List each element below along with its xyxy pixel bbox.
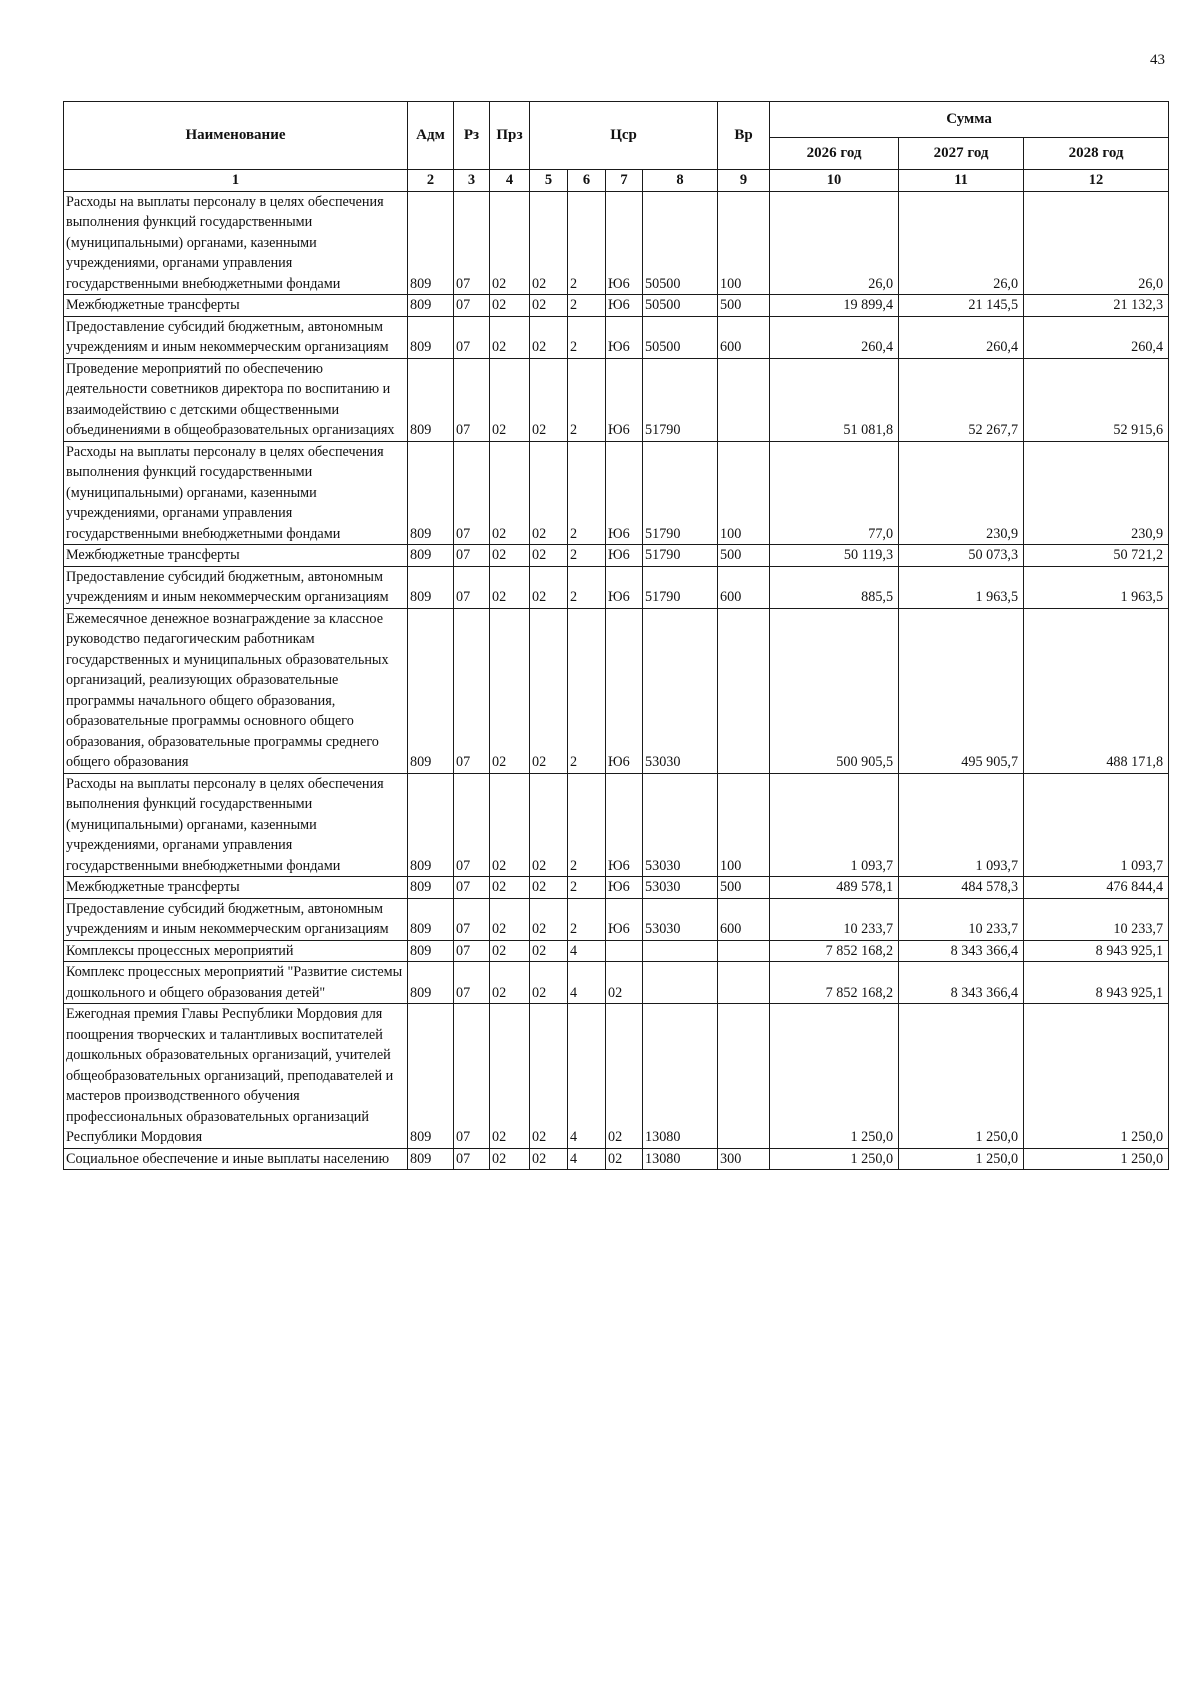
row-rz: 07 (454, 877, 490, 899)
header-csr: Цср (530, 102, 718, 170)
row-sum-2026: 1 250,0 (770, 1148, 899, 1170)
table-row (64, 191, 1169, 295)
colnum: 3 (454, 170, 490, 192)
row-prz: 02 (490, 316, 530, 358)
row-adm: 809 (408, 545, 454, 567)
row-prz: 02 (490, 358, 530, 441)
row-sum-2027: 8 343 366,4 (899, 940, 1024, 962)
row-name: Комплексы процессных мероприятий (64, 940, 408, 962)
row-sum-2028: 476 844,4 (1024, 877, 1169, 899)
row-sum-2026: 7 852 168,2 (770, 962, 899, 1004)
row-name: Предоставление субсидий бюджетным, автономным учреждениям и иным некоммерческим организациям (64, 316, 408, 358)
colnum: 10 (770, 170, 899, 192)
row-csr-5: 02 (530, 877, 568, 899)
row-csr-5: 02 (530, 1004, 568, 1149)
row-csr-7: Ю6 (606, 773, 643, 877)
table-row (64, 1148, 1169, 1170)
row-sum-2026: 10 233,7 (770, 898, 899, 940)
colnum: 2 (408, 170, 454, 192)
row-prz: 02 (490, 191, 530, 295)
row-rz: 07 (454, 566, 490, 608)
row-prz: 02 (490, 295, 530, 317)
row-adm: 809 (408, 316, 454, 358)
row-vr (718, 962, 770, 1004)
row-sum-2026: 50 119,3 (770, 545, 899, 567)
colnum: 4 (490, 170, 530, 192)
row-csr-5: 02 (530, 316, 568, 358)
row-rz: 07 (454, 1004, 490, 1149)
colnum: 5 (530, 170, 568, 192)
row-csr-5: 02 (530, 898, 568, 940)
row-csr-5: 02 (530, 566, 568, 608)
row-sum-2028: 10 233,7 (1024, 898, 1169, 940)
row-sum-2027: 8 343 366,4 (899, 962, 1024, 1004)
row-csr-7: 02 (606, 962, 643, 1004)
colnum: 7 (606, 170, 643, 192)
table-row (64, 940, 1169, 962)
table-row (64, 441, 1169, 545)
table-row (64, 545, 1169, 567)
table-row (64, 962, 1169, 1004)
row-name: Ежемесячное денежное вознаграждение за классное руководство педагогическим работникам государственных и муниципальных образовательных организаций, реализующих образовательные программы начального общего образования, образовательные программы основного общего образования, образовательные программы среднего общего образования (64, 608, 408, 773)
row-adm: 809 (408, 898, 454, 940)
budget-table (63, 101, 1169, 1170)
row-adm: 809 (408, 1148, 454, 1170)
row-sum-2028: 21 132,3 (1024, 295, 1169, 317)
row-sum-2026: 19 899,4 (770, 295, 899, 317)
row-csr-8: 53030 (643, 898, 718, 940)
row-csr-6: 4 (568, 940, 606, 962)
colnum: 6 (568, 170, 606, 192)
colnum: 8 (643, 170, 718, 192)
row-csr-7: Ю6 (606, 441, 643, 545)
row-sum-2026: 885,5 (770, 566, 899, 608)
row-adm: 809 (408, 441, 454, 545)
row-prz: 02 (490, 773, 530, 877)
table-row (64, 316, 1169, 358)
row-csr-7: Ю6 (606, 358, 643, 441)
row-sum-2027: 230,9 (899, 441, 1024, 545)
row-csr-5: 02 (530, 545, 568, 567)
row-sum-2028: 50 721,2 (1024, 545, 1169, 567)
row-rz: 07 (454, 191, 490, 295)
row-sum-2026: 51 081,8 (770, 358, 899, 441)
row-sum-2027: 260,4 (899, 316, 1024, 358)
row-csr-8: 13080 (643, 1004, 718, 1149)
row-rz: 07 (454, 545, 490, 567)
row-vr (718, 608, 770, 773)
row-csr-7: Ю6 (606, 877, 643, 899)
row-sum-2027: 1 093,7 (899, 773, 1024, 877)
row-prz: 02 (490, 898, 530, 940)
row-prz: 02 (490, 1004, 530, 1149)
row-vr: 500 (718, 877, 770, 899)
row-sum-2027: 21 145,5 (899, 295, 1024, 317)
row-sum-2028: 1 250,0 (1024, 1004, 1169, 1149)
row-name: Межбюджетные трансферты (64, 295, 408, 317)
header-vr: Вр (718, 102, 770, 170)
row-csr-7: Ю6 (606, 545, 643, 567)
row-sum-2028: 488 171,8 (1024, 608, 1169, 773)
row-adm: 809 (408, 608, 454, 773)
row-rz: 07 (454, 1148, 490, 1170)
row-vr: 600 (718, 316, 770, 358)
row-rz: 07 (454, 358, 490, 441)
row-csr-6: 4 (568, 962, 606, 1004)
colnum: 12 (1024, 170, 1169, 192)
row-csr-7: Ю6 (606, 898, 643, 940)
row-csr-5: 02 (530, 191, 568, 295)
row-csr-7: 02 (606, 1148, 643, 1170)
row-name: Проведение мероприятий по обеспечению деятельности советников директора по воспитанию и взаимодействию с детскими общественными объединениями в общеобразовательных организациях (64, 358, 408, 441)
row-vr: 500 (718, 295, 770, 317)
row-csr-8: 50500 (643, 295, 718, 317)
row-csr-5: 02 (530, 358, 568, 441)
row-csr-8: 53030 (643, 773, 718, 877)
row-sum-2027: 26,0 (899, 191, 1024, 295)
row-sum-2026: 500 905,5 (770, 608, 899, 773)
row-vr: 600 (718, 898, 770, 940)
header-rz: Рз (454, 102, 490, 170)
row-rz: 07 (454, 295, 490, 317)
colnum: 1 (64, 170, 408, 192)
row-rz: 07 (454, 608, 490, 773)
row-csr-7: Ю6 (606, 295, 643, 317)
row-csr-6: 4 (568, 1004, 606, 1149)
row-vr: 500 (718, 545, 770, 567)
row-rz: 07 (454, 898, 490, 940)
row-csr-7: Ю6 (606, 316, 643, 358)
row-csr-5: 02 (530, 295, 568, 317)
row-prz: 02 (490, 566, 530, 608)
row-sum-2026: 26,0 (770, 191, 899, 295)
row-name: Расходы на выплаты персоналу в целях обеспечения выполнения функций государственными (муниципальными) органами, казенными учреждениями, органами управления государственными внебюджетными фондами (64, 773, 408, 877)
row-csr-8: 50500 (643, 191, 718, 295)
row-adm: 809 (408, 295, 454, 317)
row-adm: 809 (408, 962, 454, 1004)
row-adm: 809 (408, 566, 454, 608)
row-csr-6: 2 (568, 608, 606, 773)
row-sum-2027: 1 963,5 (899, 566, 1024, 608)
header-adm: Адм (408, 102, 454, 170)
row-csr-5: 02 (530, 773, 568, 877)
row-csr-5: 02 (530, 441, 568, 545)
header-name: Наименование (64, 102, 408, 170)
row-sum-2028: 8 943 925,1 (1024, 962, 1169, 1004)
row-csr-6: 2 (568, 295, 606, 317)
table-row (64, 773, 1169, 877)
row-csr-6: 2 (568, 773, 606, 877)
row-name: Межбюджетные трансферты (64, 877, 408, 899)
row-sum-2028: 52 915,6 (1024, 358, 1169, 441)
row-vr (718, 358, 770, 441)
colnum: 11 (899, 170, 1024, 192)
row-vr: 100 (718, 191, 770, 295)
header-sum: Сумма (770, 102, 1169, 138)
row-csr-6: 2 (568, 898, 606, 940)
row-sum-2028: 8 943 925,1 (1024, 940, 1169, 962)
header-year-2028: 2028 год (1024, 138, 1169, 170)
row-prz: 02 (490, 940, 530, 962)
row-sum-2027: 52 267,7 (899, 358, 1024, 441)
row-csr-6: 4 (568, 1148, 606, 1170)
row-adm: 809 (408, 358, 454, 441)
row-sum-2027: 10 233,7 (899, 898, 1024, 940)
row-csr-8: 51790 (643, 566, 718, 608)
row-csr-6: 2 (568, 566, 606, 608)
table-row (64, 295, 1169, 317)
row-name: Социальное обеспечение и иные выплаты населению (64, 1148, 408, 1170)
row-name: Ежегодная премия Главы Республики Мордовия для поощрения творческих и талантливых воспитателей дошкольных образовательных организаций, учителей общеобразовательных организаций, преподавателей и мастеров производственного обучения профессиональных образовательных организаций Республики Мордовия (64, 1004, 408, 1149)
row-sum-2026: 7 852 168,2 (770, 940, 899, 962)
row-name: Расходы на выплаты персоналу в целях обеспечения выполнения функций государственными (муниципальными) органами, казенными учреждениями, органами управления государственными внебюджетными фондами (64, 191, 408, 295)
row-rz: 07 (454, 441, 490, 545)
row-csr-6: 2 (568, 358, 606, 441)
row-prz: 02 (490, 441, 530, 545)
row-prz: 02 (490, 877, 530, 899)
row-adm: 809 (408, 940, 454, 962)
row-sum-2027: 1 250,0 (899, 1004, 1024, 1149)
row-name: Межбюджетные трансферты (64, 545, 408, 567)
colnum: 9 (718, 170, 770, 192)
row-rz: 07 (454, 316, 490, 358)
row-sum-2028: 260,4 (1024, 316, 1169, 358)
row-prz: 02 (490, 608, 530, 773)
row-csr-8 (643, 940, 718, 962)
table-row (64, 1004, 1169, 1149)
row-csr-8: 50500 (643, 316, 718, 358)
row-csr-8: 13080 (643, 1148, 718, 1170)
row-csr-7: 02 (606, 1004, 643, 1149)
row-adm: 809 (408, 191, 454, 295)
row-adm: 809 (408, 877, 454, 899)
row-prz: 02 (490, 1148, 530, 1170)
row-sum-2027: 495 905,7 (899, 608, 1024, 773)
row-csr-6: 2 (568, 441, 606, 545)
row-csr-7: Ю6 (606, 191, 643, 295)
row-csr-8: 51790 (643, 545, 718, 567)
column-numbers-row (64, 170, 1169, 192)
row-csr-5: 02 (530, 608, 568, 773)
row-rz: 07 (454, 962, 490, 1004)
row-csr-7 (606, 940, 643, 962)
row-csr-5: 02 (530, 940, 568, 962)
row-adm: 809 (408, 773, 454, 877)
page-number: 43 (1150, 52, 1165, 68)
row-sum-2026: 77,0 (770, 441, 899, 545)
row-name: Предоставление субсидий бюджетным, автономным учреждениям и иным некоммерческим организациям (64, 566, 408, 608)
row-sum-2027: 1 250,0 (899, 1148, 1024, 1170)
row-sum-2026: 260,4 (770, 316, 899, 358)
row-csr-8: 53030 (643, 877, 718, 899)
row-prz: 02 (490, 962, 530, 1004)
table-row (64, 877, 1169, 899)
table-row (64, 608, 1169, 773)
row-sum-2028: 26,0 (1024, 191, 1169, 295)
row-sum-2028: 1 250,0 (1024, 1148, 1169, 1170)
row-csr-6: 2 (568, 316, 606, 358)
row-name: Предоставление субсидий бюджетным, автономным учреждениям и иным некоммерческим организациям (64, 898, 408, 940)
row-csr-7: Ю6 (606, 566, 643, 608)
row-csr-7: Ю6 (606, 608, 643, 773)
row-rz: 07 (454, 773, 490, 877)
row-vr (718, 1004, 770, 1149)
header-year-2027: 2027 год (899, 138, 1024, 170)
row-csr-8: 51790 (643, 358, 718, 441)
row-vr (718, 940, 770, 962)
table-row (64, 358, 1169, 441)
row-csr-8: 53030 (643, 608, 718, 773)
row-sum-2027: 484 578,3 (899, 877, 1024, 899)
row-csr-6: 2 (568, 545, 606, 567)
header-prz: Прз (490, 102, 530, 170)
row-sum-2028: 1 963,5 (1024, 566, 1169, 608)
row-vr: 600 (718, 566, 770, 608)
row-csr-6: 2 (568, 877, 606, 899)
row-csr-5: 02 (530, 1148, 568, 1170)
row-sum-2027: 50 073,3 (899, 545, 1024, 567)
row-sum-2028: 230,9 (1024, 441, 1169, 545)
row-adm: 809 (408, 1004, 454, 1149)
row-sum-2026: 489 578,1 (770, 877, 899, 899)
table-row (64, 566, 1169, 608)
row-prz: 02 (490, 545, 530, 567)
row-csr-8: 51790 (643, 441, 718, 545)
row-sum-2028: 1 093,7 (1024, 773, 1169, 877)
row-sum-2026: 1 093,7 (770, 773, 899, 877)
row-csr-5: 02 (530, 962, 568, 1004)
row-vr: 300 (718, 1148, 770, 1170)
row-name: Комплекс процессных мероприятий "Развитие системы дошкольного и общего образования детей" (64, 962, 408, 1004)
table-row (64, 898, 1169, 940)
row-sum-2026: 1 250,0 (770, 1004, 899, 1149)
row-csr-8 (643, 962, 718, 1004)
row-vr: 100 (718, 441, 770, 545)
header-year-2026: 2026 год (770, 138, 899, 170)
row-rz: 07 (454, 940, 490, 962)
row-name: Расходы на выплаты персоналу в целях обеспечения выполнения функций государственными (муниципальными) органами, казенными учреждениями, органами управления государственными внебюджетными фондами (64, 441, 408, 545)
row-vr: 100 (718, 773, 770, 877)
row-csr-6: 2 (568, 191, 606, 295)
